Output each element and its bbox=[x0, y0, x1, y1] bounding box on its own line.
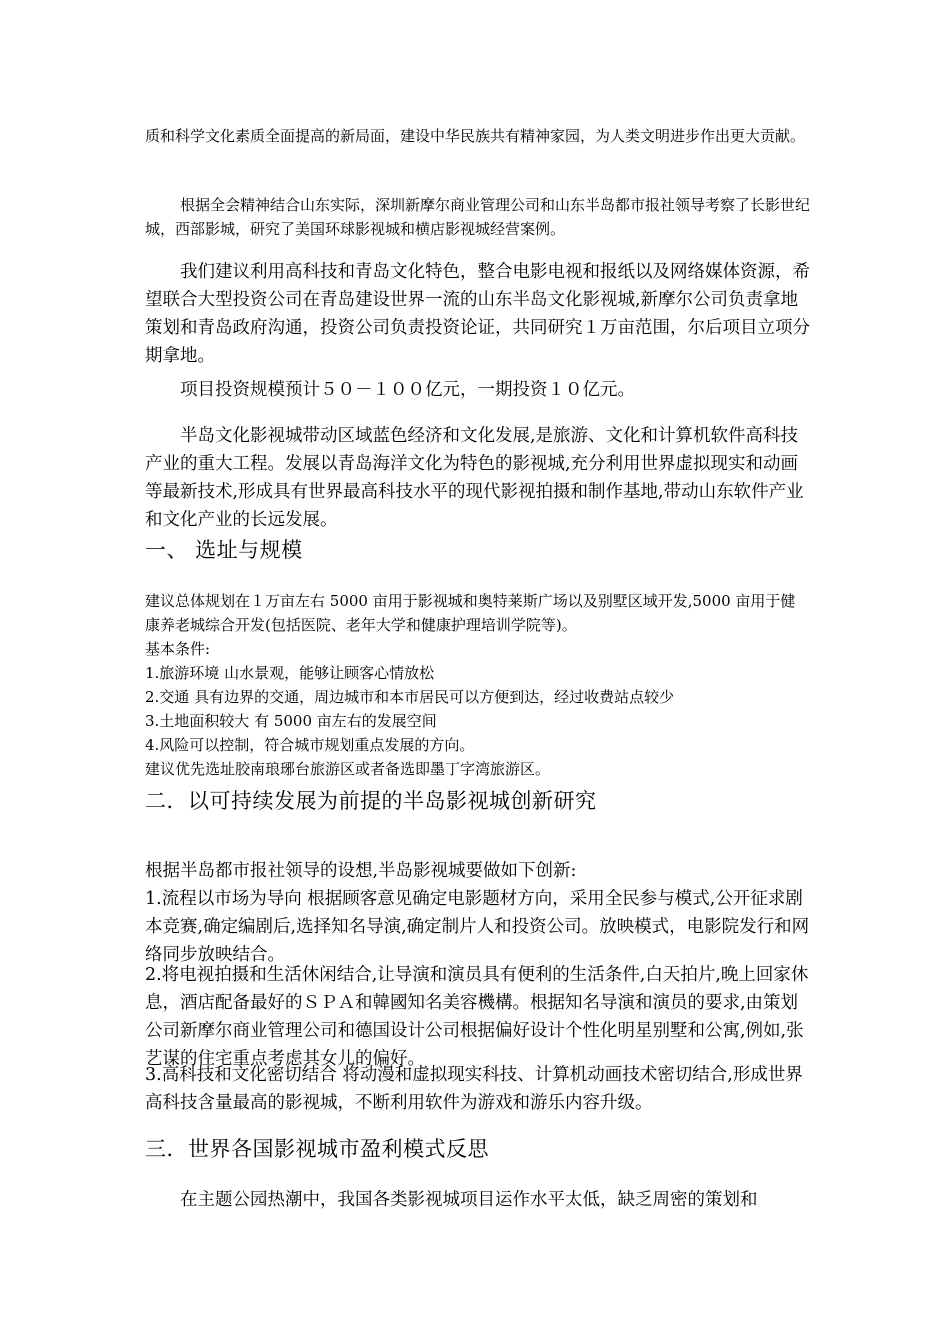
paragraph-regional-development: 半岛文化影视城带动区域蓝色经济和文化发展,是旅游、文化和计算机软件高科技产业的重大工程。发展以青岛海洋文化为特色的影视城,充分利用世界虚拟现实和动画等最新技术,形成具有世界最高科技水平的现代影视拍摄和制作基地,带动山东软件产业和文化产业的长远发展。 bbox=[145, 426, 804, 530]
conditions-label: 基本条件: bbox=[145, 640, 211, 658]
condition-item-traffic: 2.交通 具有边界的交通，周边城市和本市居民可以方便到达，经过收费站点较少 bbox=[145, 688, 675, 706]
section-heading-profit-models: 三．世界各国影视城市盈利模式反思 bbox=[145, 1137, 489, 1161]
section-heading-innovation: 二．以可持续发展为前提的半岛影视城创新研究 bbox=[145, 789, 597, 813]
site-suggestion: 建议优先选址胶南琅琊台旅游区或者备选即墨丁字湾旅游区。 bbox=[145, 760, 551, 778]
condition-item-risk: 4.风险可以控制，符合城市规划重点发展的方向。 bbox=[145, 736, 475, 754]
paragraph-proposal: 我们建议利用高科技和青岛文化特色，整合电影电视和报纸以及网络媒体资源，希望联合大型投资公司在青岛建设世界一流的山东半岛文化影视城,新摩尔公司负责拿地策划和青岛政府沟通，投资公司负责投资论证，共同研究１万亩范围，尔后项目立项分期拿地。 bbox=[145, 262, 810, 366]
conditions-list bbox=[145, 637, 810, 781]
condition-item-tourism: 1.旅游环境 山水景观，能够让顾客心情放松 bbox=[145, 664, 435, 682]
paragraph-intro-continuation: 质和科学文化素质全面提高的新局面，建设中华民族共有精神家园，为人类文明进步作出更大贡献。 bbox=[145, 127, 806, 145]
paragraph-site-plan: 建议总体规划在１万亩左右 5000 亩用于影视城和奥特莱斯广场以及别墅区域开发,5000 亩用于健康养老城综合开发(包括医院、老年大学和健康护理培训学院等)。 bbox=[145, 592, 796, 634]
innovation-item-lifestyle: 2.将电视拍摄和生活休闲结合,让导演和演员具有便利的生活条件,白天拍片,晚上回家休息，酒店配备最好的ＳＰＡ和韓國知名美容機構。根据知名导演和演员的要求,由策划公司新摩尔商业管理公司和德国设计公司根据偏好设计个性化明星别墅和公寓,例如,张艺谋的住宅重点考虑其女儿的偏好。 bbox=[145, 965, 809, 1069]
innovation-item-technology: 3.高科技和文化密切结合 将动漫和虚拟现实科技、计算机动画技术密切结合,形成世界高科技含量最高的影视城，不断利用软件为游戏和游乐内容升级。 bbox=[145, 1065, 803, 1113]
condition-item-land: 3.土地面积较大 有 5000 亩左右的发展空间 bbox=[145, 712, 437, 730]
paragraph-innovation-intro: 根据半岛都市报社领导的设想,半岛影视城要做如下创新: bbox=[145, 861, 577, 881]
paragraph-investment-scale: 项目投资规模预计５０－１００亿元，一期投资１０亿元。 bbox=[180, 380, 635, 400]
paragraph-investigation: 根据全会精神结合山东实际，深圳新摩尔商业管理公司和山东半岛都市报社领导考察了长影世纪城，西部影城，研究了美国环球影视城和横店影视城经营案例。 bbox=[145, 196, 811, 238]
innovation-item-market: 1.流程以市场为导向 根据顾客意见确定电影题材方向，采用全民参与模式,公开征求剧本竞赛,确定编剧后,选择知名导演,确定制片人和投资公司。放映模式，电影院发行和网络同步放映结合。 bbox=[145, 889, 810, 965]
section-heading-site-and-scale: 一、 选址与规模 bbox=[145, 538, 303, 562]
paragraph-theme-park: 在主题公园热潮中，我国各类影视城项目运作水平太低，缺乏周密的策划和 bbox=[180, 1190, 758, 1210]
